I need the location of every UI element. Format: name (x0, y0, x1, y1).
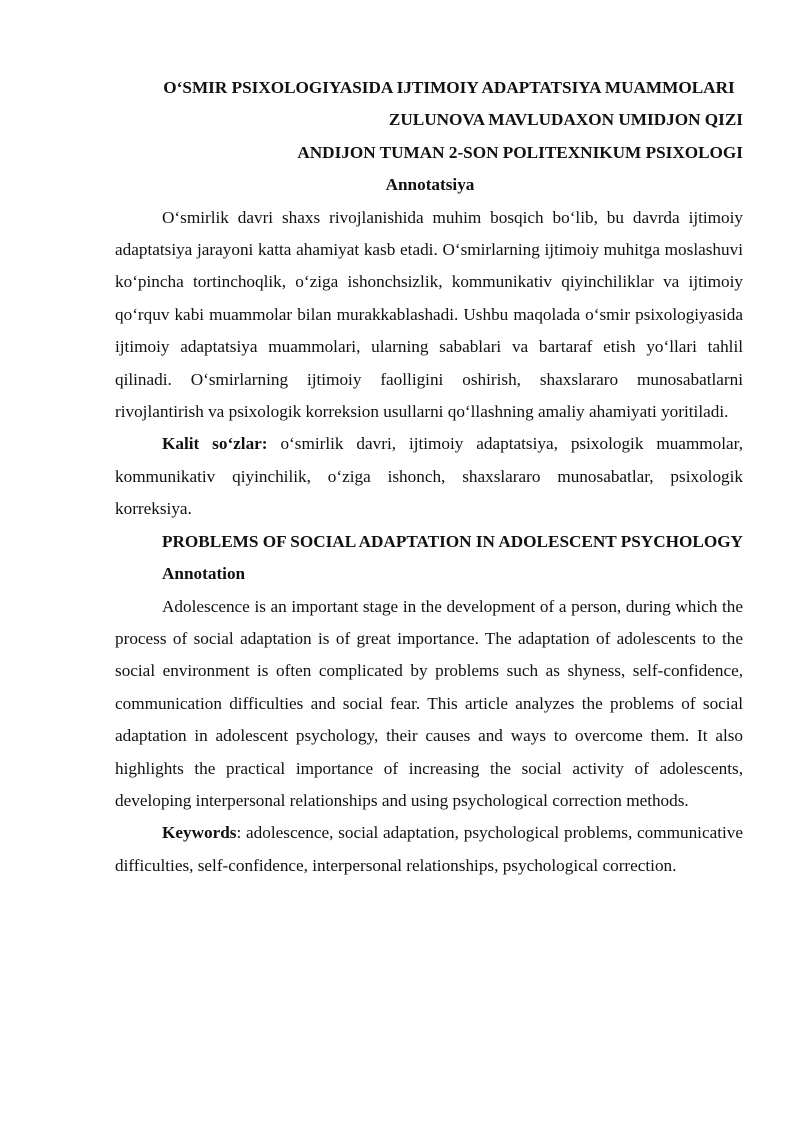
document-page (115, 72, 743, 882)
paper-title-en: PROBLEMS OF SOCIAL ADAPTATION IN ADOLESCENT PSYCHOLOGY (162, 531, 743, 551)
annotation-heading-uz: Annotatsiya (385, 175, 475, 195)
annotation-text-en: Adolescence is an important stage in the development of a person, during which the process of social adaptation is of great importance. The adaptation of adolescents to the social environment is often complicated by problems such as shyness, self-confidence, communication difficulties and social fear. This article analyzes the problems of social adaptation in adolescent psychology, their causes and ways to overcome them. It also highlights the practical importance of increasing the social activity of adolescents, developing interpersonal relationships and using psychological correction methods. (115, 596, 743, 810)
keywords-text-uz: o‘smirlik davri, ijtimoiy adaptatsiya, psixologik muammolar, kommunikativ qiyinchilik, o‘ziga ishonch, shaxslararo munosabatlar, psixologik korreksiya. (115, 434, 744, 519)
paper-title-uz: O‘SMIR PSIXOLOGIYASIDA IJTIMOIY ADAPTATSIYA MUAMMOLARI (163, 78, 735, 97)
keywords-label-uz: Kalit so‘zlar: (162, 434, 268, 454)
keywords-en (115, 817, 743, 882)
keywords-text-en: : adolescence, social adaptation, psychological problems, communicative difficulties, self-confidence, interpersonal relationships, psychological correction. (115, 823, 743, 875)
author-name: ZULUNOVA MAVLUDAXON UMIDJON QIZI (388, 110, 743, 130)
keywords-label-en: Keywords (162, 823, 237, 843)
author-affiliation: ANDIJON TUMAN 2-SON POLITEXNIKUM PSIXOLOGI (297, 142, 743, 162)
keywords-uz (115, 428, 743, 525)
annotation-text-uz: O‘smirlik davri shaxs rivojlanishida muhim bosqich bo‘lib, bu davrda ijtimoiy adaptatsiya jarayoni katta ahamiyat kasb etadi. O‘smirlarning ijtimoiy muhitga moslashuvi ko‘pincha tortinchoqlik, o‘ziga ishonchsizlik, kommunikativ qiyinchiliklar va ijtimoiy qo‘rquv kabi muammolar bilan murakkablashadi. Ushbu maqolada o‘smir psixologiyasida ijtimoiy adaptatsiya muammolari, ularning sabablari va bartaraf etish yo‘llari tahlil qilinadi. O‘smirlarning ijtimoiy faolligini oshirish, shaxslararo munosabatlarni rivojlantirish va psixologik korreksion usullarni qo‘llashning amaliy ahamiyati yoritiladi. (115, 207, 743, 422)
annotation-heading-en: Annotation (162, 564, 246, 584)
